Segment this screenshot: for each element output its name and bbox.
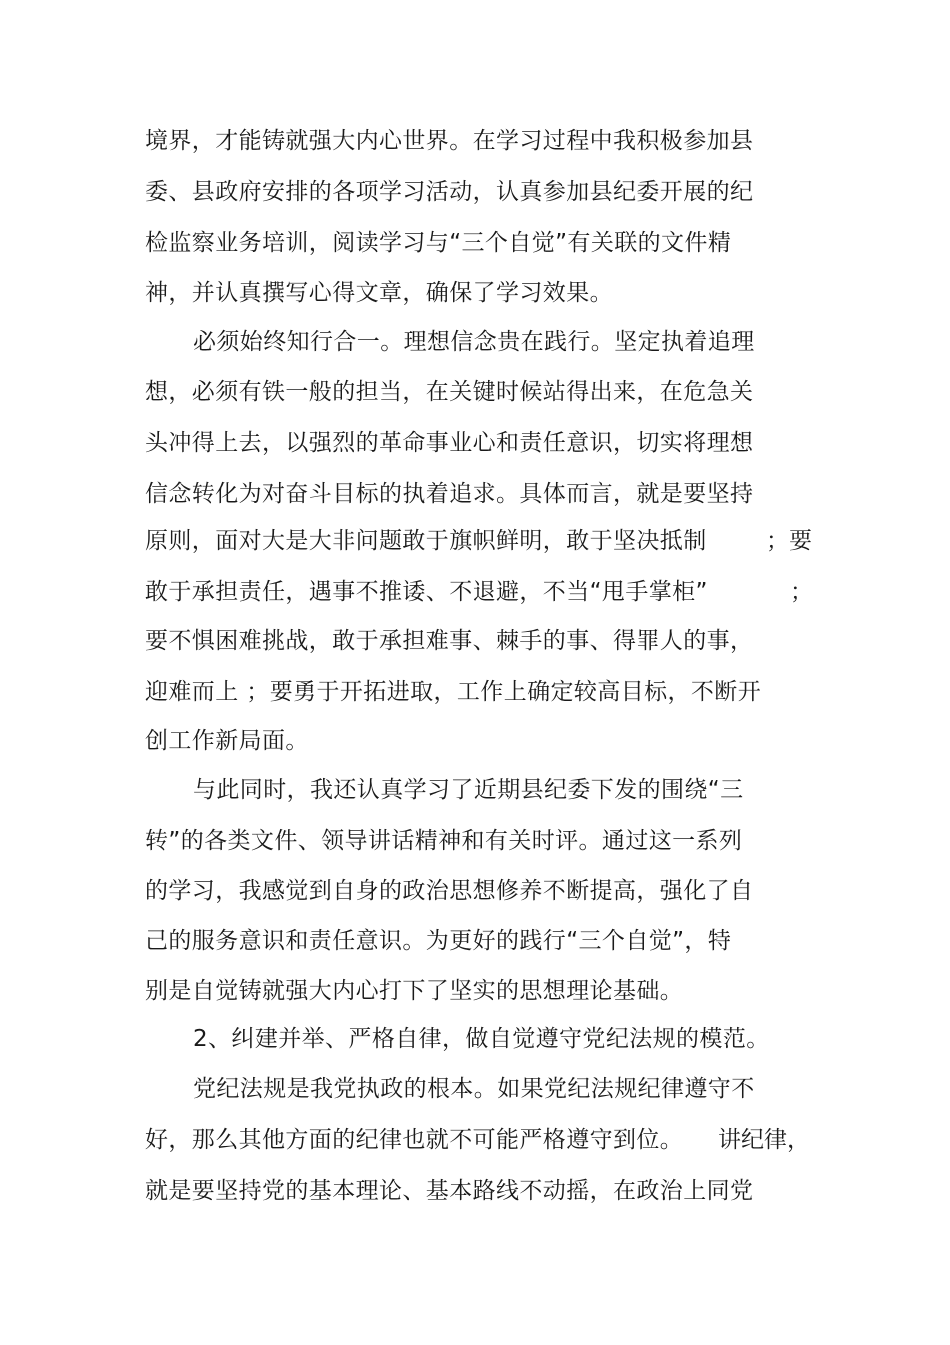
text-line: 神，并认真撰写心得文章，确保了学习效果。 [145,280,613,306]
text-line: 己的服务意识和责任意识。为更好的践行“三个自觉”，特 [145,928,732,954]
section-heading: 2、纠建并举、严格自律，做自觉遵守党纪法规的模范。 [193,1026,770,1052]
text-line: 原则，面对大是大非问题敢于旗帜鲜明，敢于坚决抵制 [145,528,707,554]
text-line: 要不惧困难挑战，敢于承担难事、棘手的事、得罪人的事， [145,628,754,654]
text-line: 委、县政府安排的各项学习活动，认真参加县纪委开展的纪 [145,179,754,205]
text-line: 创工作新局面。 [145,728,309,754]
text-line: 想，必须有铁一般的担当，在关键时候站得出来，在危急关 [145,379,754,405]
text-line: 就是要坚持党的基本理论、基本路线不动摇，在政治上同党 [145,1178,754,1204]
text-line: 敢于承担责任，遇事不推诿、不退避，不当“甩手掌柜” [145,579,708,605]
text-line: 别是自觉铸就强大内心打下了坚实的思想理论基础。 [145,978,684,1004]
text-fragment: 讲纪律， [718,1127,810,1153]
text-line: 信念转化为对奋斗目标的执着追求。具体而言，就是要坚持 [145,481,754,507]
text-fragment: ；要 [766,528,812,554]
text-line: 检监察业务培训，阅读学习与“三个自觉”有关联的文件精 [145,230,732,256]
text-line: 头冲得上去，以强烈的革命事业心和责任意识，切实将理想 [145,430,754,456]
paragraph-start-line: 必须始终知行合一。理想信念贵在践行。坚定执着追理 [193,329,755,355]
paragraph-start-line: 与此同时，我还认真学习了近期县纪委下发的围绕“三 [193,777,744,803]
paragraph-start-line: 党纪法规是我党执政的根本。如果党纪法规纪律遵守不 [193,1076,755,1102]
text-line: 好，那么其他方面的纪律也就不可能严格遵守到位。 [145,1127,684,1153]
text-line: 的学习，我感觉到自身的政治思想修养不断提高，强化了自 [145,878,754,904]
text-line: 转”的各类文件、领导讲话精神和有关时评。通过这一系列 [145,828,743,854]
text-fragment: ； [790,579,813,605]
text-line: 境界，才能铸就强大内心世界。在学习过程中我积极参加县 [145,128,754,154]
text-line: 迎难而上 ；要勇于开拓进取，工作上确定较高目标，不断开 [145,679,762,705]
